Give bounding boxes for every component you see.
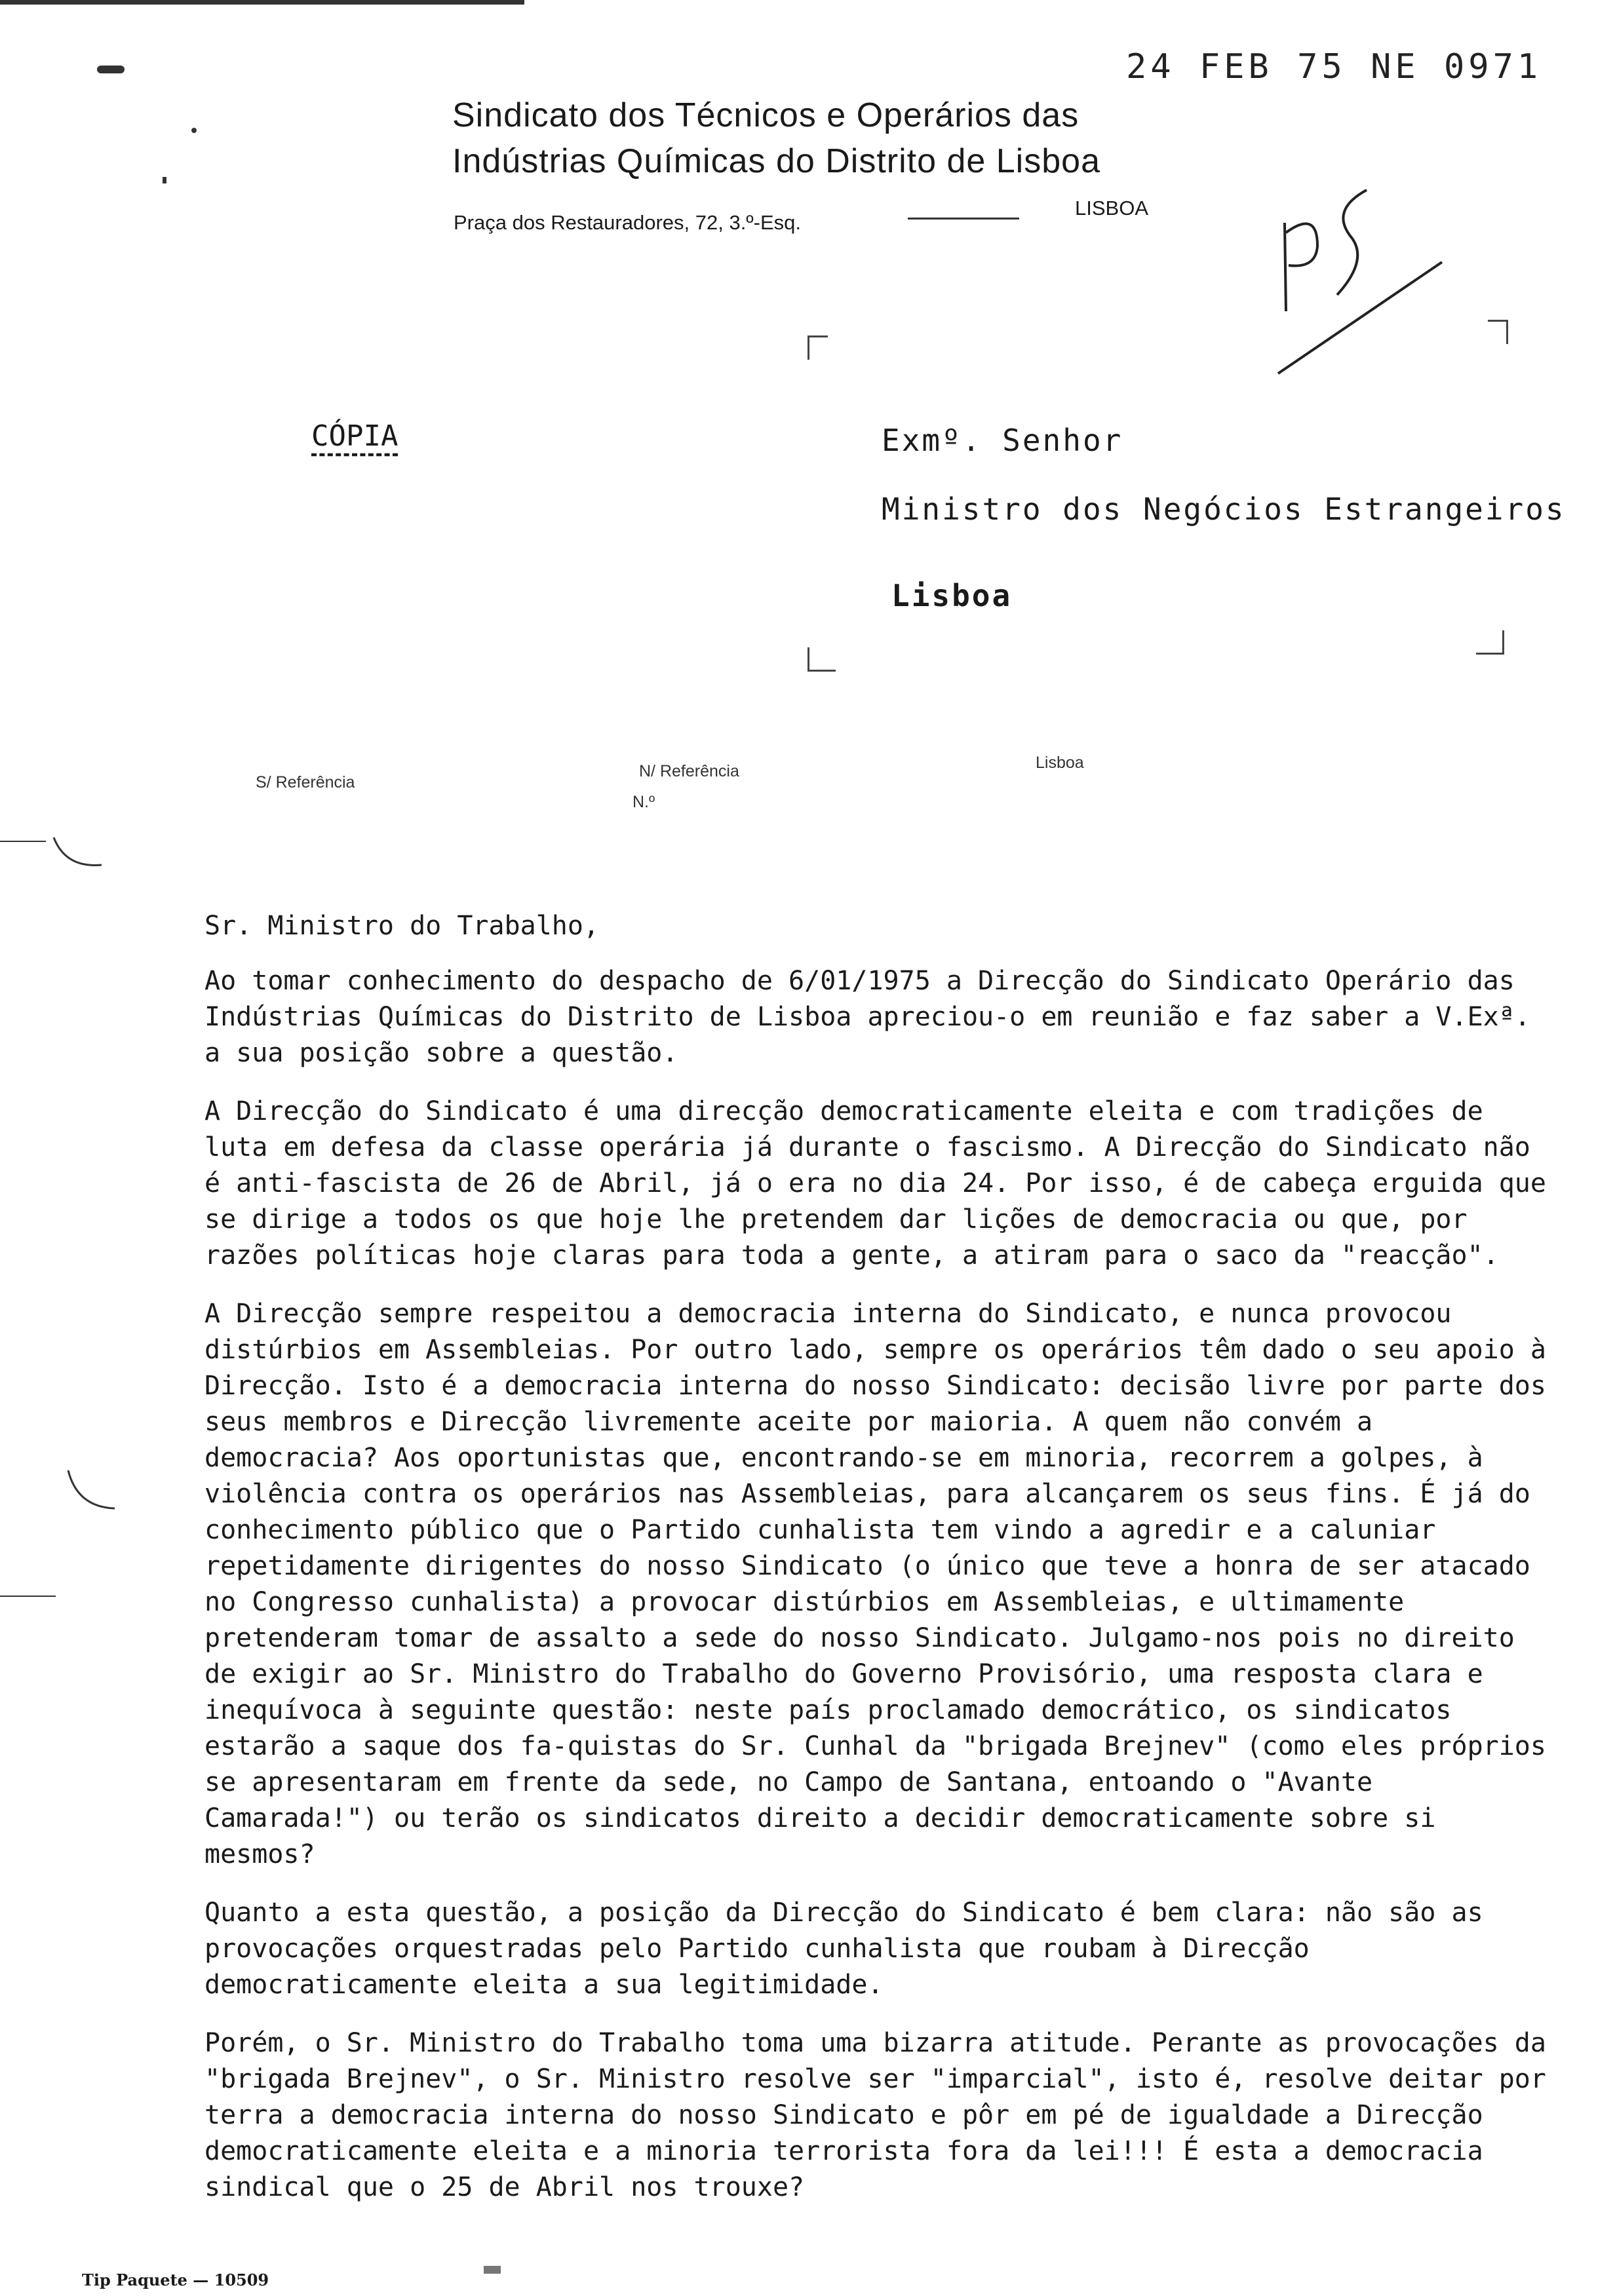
printer-imprint: Tip Paquete — 10509 [82,2270,269,2289]
window-corner-bottom-left [808,647,836,672]
copy-label: CÓPIA [311,419,399,453]
recipient-city: Lisboa [891,578,1013,613]
ref-place-label: Lisboa [1036,754,1084,772]
ref-number-label: N.º [632,793,655,811]
letterhead-address: Praça dos Restauradores, 72, 3.º-Esq. [454,211,801,234]
punch-mark [97,66,125,73]
punch-dot [163,177,166,183]
margin-arc-mark [52,832,105,878]
handwritten-initials [1245,183,1481,393]
letterhead-name-line2: Indústrias Químicas do Distrito de Lisboa [452,142,1100,180]
letterhead-city: LISBOA [1075,197,1148,220]
letterhead-name-line1: Sindicato dos Técnicos e Operários das [452,96,1080,134]
ref-our-label: N/ Referência [639,762,739,780]
margin-tick [0,1596,56,1597]
window-corner-top-left [808,335,828,360]
letterhead-dash [908,218,1019,220]
punch-dot [191,128,197,133]
page-smudge [484,2266,501,2274]
letter-paragraph: Ao tomar conhecimento do despacho de 6/01/1975 a Direcção do Sindicato Operário das Indústrias Químicas do Distrito de Lisboa apreciou-o em reunião e faz saber a V.Exª. a sua posição sobre a questão. [204,966,1530,1068]
letter-paragraph: Quanto a esta questão, a posição da Direcção do Sindicato é bem clara: não são as provocações orquestradas pelo Partido cunhalista que roubam à Direcção democraticamente eleita a sua legitimidade. [204,1898,1483,2000]
letter-body [204,963,1555,2228]
ref-sender-label: S/ Referência [256,773,355,792]
letter-paragraph: A Direcção do Sindicato é uma direcção democraticamente eleita e com tradições de luta em defesa da classe operária já durante o fascismo. A Direcção do Sindicato não é anti-fascista de 26 de Abril, já o era no dia 24. Por isso, é de cabeça erguida que se dirige a todos os que hoje lhe pretendem dar lições de democracia ou que, por razões políticas hoje claras para toda a gente, a atiram para o saco da "reacção". [204,1096,1546,1271]
scan-edge-bar [0,0,524,5]
margin-tick [0,841,46,842]
letter-paragraph: Porém, o Sr. Ministro do Trabalho toma uma bizarra atitude. Perante as provocações da "brigada Brejnev", o Sr. Ministro resolve ser "imparcial", isto é, resolve deitar por terra a democracia interna do nosso Sindicato e pôr em pé de igualdade a Direcção democraticamente eleita e a minoria terrorista fora da lei!!! É esta a democracia sindical que o 25 de Abril nos trouxe? [204,2028,1546,2202]
recipient-salutation: Exmº. Senhor [882,423,1123,458]
margin-arc-mark [66,1468,118,1520]
letter-greeting: Sr. Ministro do Trabalho, [204,911,600,941]
receipt-stamp: 24 FEB 75 NE 0971 [1126,47,1542,86]
letter-paragraph: A Direcção sempre respeitou a democracia interna do Sindicato, e nunca provocou distúrbios em Assembleias. Por outro lado, sempre os operários têm dado o seu apoio à Direcção. Isto é a democracia interna do nosso Sindicato: decisão livre por parte dos seus membros e Direcção livremente aceite por maioria. A quem não convém a democracia? Aos oportunistas que, encontrando-se em minoria, recorrem a golpes, à violência contra os operários nas Assembleias, para alcançarem os seus fins. É já do conhecimento público que o Partido cunhalista tem vindo a agredir e a caluniar repetidamente dirigentes do nosso Sindicato (o único que teve a honra de ser atacado no Congresso cunhalista) a provocar distúrbios em Assembleias, e ultimamente pretenderam tomar de assalto a sede do nosso Sindicato. Julgamo-nos pois no direito de exigir ao Sr. Ministro do Trabalho do Governo Provisório, uma resposta clara e inequívoca à seguinte questão: neste país proclamado democrático, os sindicatos estarão a saque dos fa-quistas do Sr. Cunhal da "brigada Brejnev" (como eles próprios se apresentaram em frente da sede, no Campo de Santana, entoando o "Avante Camarada!") ou terão os sindicatos direito a decidir democraticamente sobre si mesmos? [204,1299,1546,1869]
window-corner-top-right [1488,320,1508,344]
window-corner-bottom-right [1476,630,1504,655]
recipient-title: Ministro dos Negócios Estrangeiros [882,491,1566,527]
